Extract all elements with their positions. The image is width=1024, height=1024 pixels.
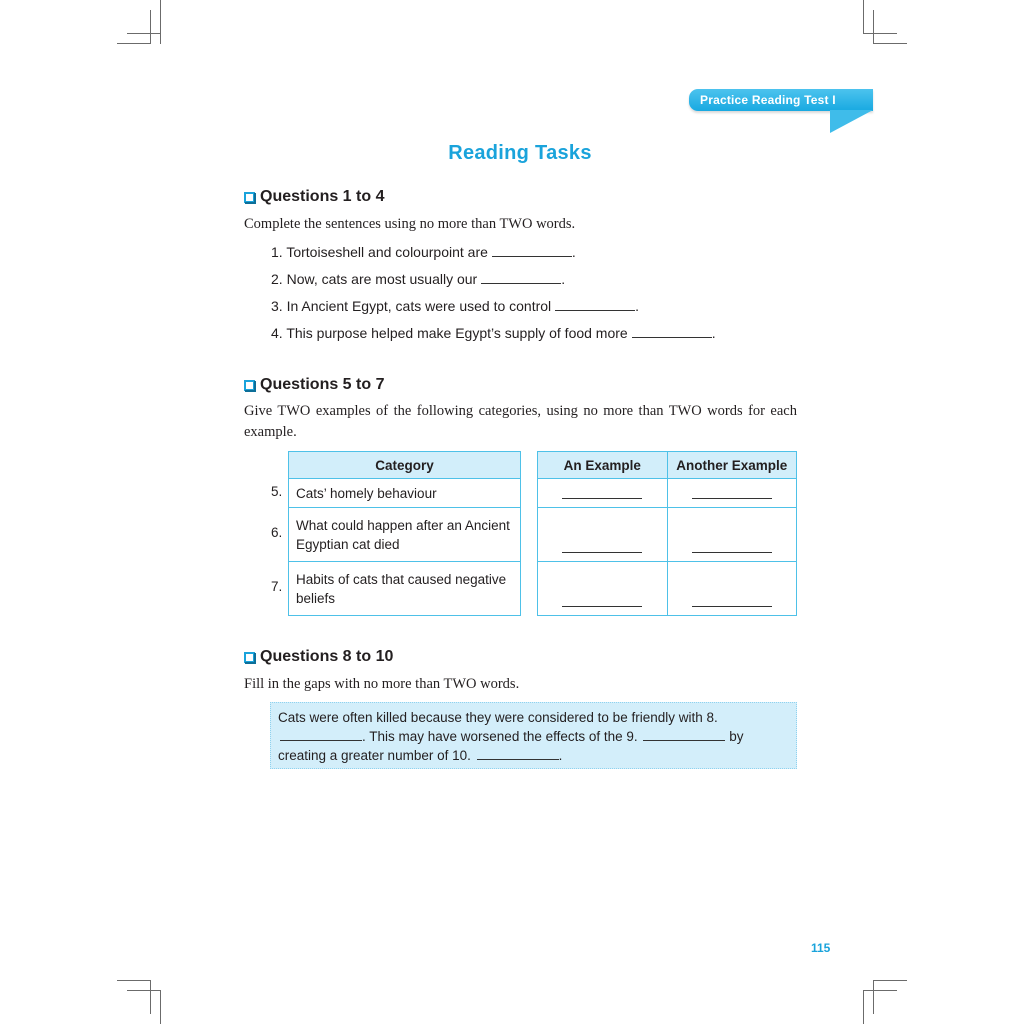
passage-text: . This may have worsened the effects of the 9. — [362, 729, 638, 744]
question-item — [271, 244, 576, 260]
section-heading-text: Questions 5 to 7 — [260, 376, 385, 393]
passage-text: by creating a greater number of 10. — [278, 729, 744, 763]
crop-mark-top-left — [150, 10, 151, 44]
answer-blank[interactable] — [692, 606, 772, 607]
answer-cell[interactable] — [538, 508, 668, 562]
section-heading-3 — [244, 648, 393, 666]
category-cell: What could happen after an Ancient Egyptian cat died — [289, 508, 521, 562]
answer-blank[interactable] — [562, 606, 642, 607]
answer-blank[interactable] — [632, 325, 712, 338]
question-item — [271, 325, 716, 341]
crop-mark-bottom-left — [160, 990, 161, 1024]
crop-mark-bottom-right — [873, 980, 874, 1014]
passage-text: Cats were often killed because they were considered to be friendly with 8. — [278, 710, 718, 725]
checkbox-icon — [244, 652, 255, 663]
category-table — [288, 451, 521, 616]
answer-cell[interactable] — [538, 479, 668, 508]
question-end: . — [561, 271, 566, 287]
crop-mark-top-right — [863, 0, 864, 34]
answer-blank-9[interactable] — [643, 729, 725, 741]
crop-mark-top-right — [863, 33, 897, 34]
crop-mark-bottom-left — [150, 980, 151, 1014]
answer-blank[interactable] — [692, 552, 772, 553]
passage-text: . — [558, 748, 563, 763]
answer-cell[interactable] — [667, 508, 797, 562]
answer-blank[interactable] — [562, 498, 642, 499]
answer-blank[interactable] — [562, 552, 642, 553]
question-text: Now, cats are most usually our — [286, 271, 478, 287]
checkbox-icon — [244, 192, 255, 203]
answer-blank[interactable] — [555, 298, 635, 311]
crop-mark-top-left — [160, 0, 161, 44]
crop-mark-bottom-left — [127, 990, 161, 991]
examples-table — [537, 451, 797, 616]
section-heading-text: Questions 8 to 10 — [260, 648, 394, 665]
column-header: Category — [289, 452, 521, 479]
crop-mark-bottom-right — [863, 990, 864, 1024]
question-text: In Ancient Egypt, cats were used to control — [286, 298, 552, 314]
crop-mark-bottom-right — [863, 990, 897, 991]
crop-mark-top-left — [127, 33, 161, 34]
answer-cell[interactable] — [667, 479, 797, 508]
question-number: 1. — [271, 244, 283, 260]
question-text: This purpose helped make Egypt’s supply of food more — [286, 325, 628, 341]
answer-blank-10[interactable] — [477, 748, 559, 760]
question-number: 4. — [271, 325, 283, 341]
question-item — [271, 271, 565, 287]
checkbox-icon — [244, 380, 255, 391]
question-number: 2. — [271, 271, 283, 287]
category-cell: Cats’ homely behaviour — [289, 479, 521, 508]
crop-mark-top-right — [873, 43, 907, 44]
answer-cell[interactable] — [538, 562, 668, 616]
crop-mark-top-left — [117, 43, 151, 44]
tag-tail-decoration — [830, 110, 873, 133]
crop-mark-bottom-right — [873, 980, 907, 981]
gap-fill-passage — [270, 702, 797, 769]
question-number: 3. — [271, 298, 283, 314]
column-header: An Example — [538, 452, 668, 479]
section-instruction: Fill in the gaps with no more than TWO words. — [244, 676, 520, 692]
column-header: Another Example — [667, 452, 797, 479]
row-number: 7. — [271, 579, 283, 594]
question-end: . — [571, 244, 576, 260]
row-number: 6. — [271, 525, 283, 540]
section-heading-2 — [244, 376, 384, 394]
question-end: . — [635, 298, 640, 314]
practice-test-tag: Practice Reading Test I — [689, 89, 873, 111]
question-text: Tortoiseshell and colourpoint are — [286, 244, 488, 260]
answer-blank[interactable] — [481, 271, 561, 284]
section-instruction: Give TWO examples of the following categories, using no more than TWO words for each example. — [244, 403, 797, 440]
answer-cell[interactable] — [667, 562, 797, 616]
section-instruction: Complete the sentences using no more than TWO words. — [244, 216, 576, 232]
category-cell: Habits of cats that caused negative beliefs — [289, 562, 521, 616]
answer-blank[interactable] — [492, 244, 572, 257]
section-heading-text: Questions 1 to 4 — [260, 188, 385, 205]
question-item — [271, 298, 639, 314]
crop-mark-bottom-left — [117, 980, 151, 981]
answer-blank-8[interactable] — [280, 729, 362, 741]
section-heading-1 — [244, 188, 384, 206]
answer-blank[interactable] — [692, 498, 772, 499]
crop-mark-top-right — [873, 10, 874, 44]
page-title: Reading Tasks — [448, 142, 592, 164]
page-number: 115 — [811, 941, 831, 955]
question-end: . — [711, 325, 716, 341]
row-number: 5. — [271, 484, 283, 499]
